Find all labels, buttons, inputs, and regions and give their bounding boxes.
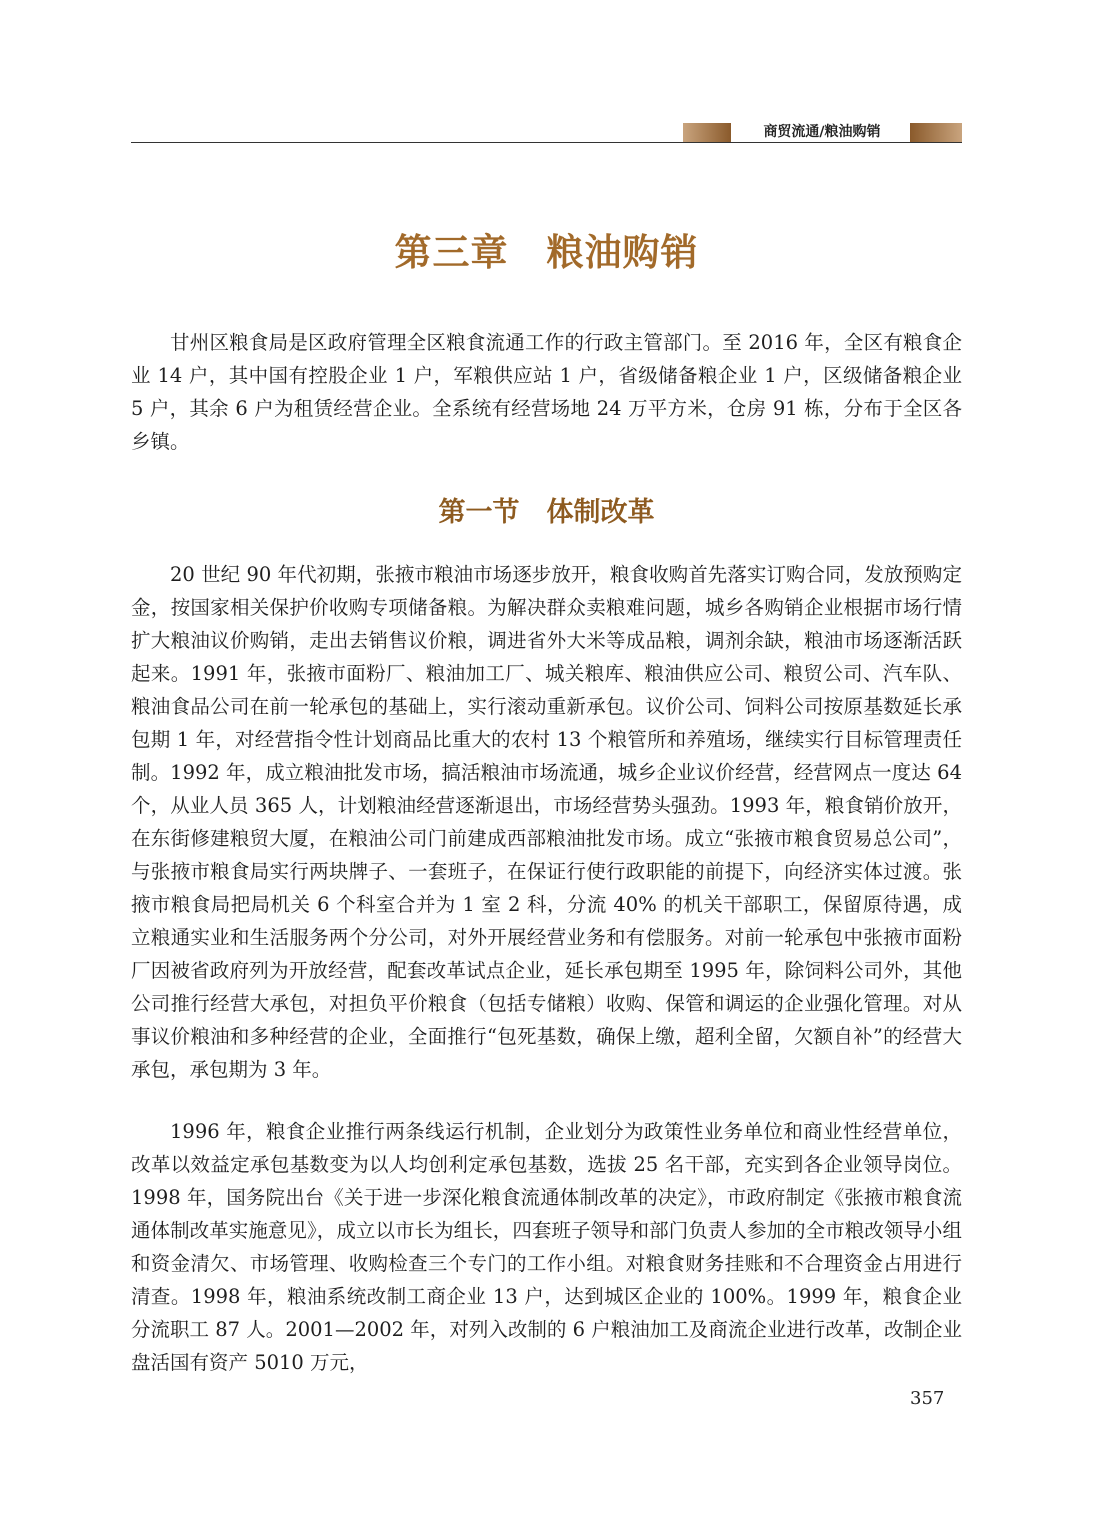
- body-paragraph-2: 1996 年，粮食企业推行两条线运行机制，企业划分为政策性业务单位和商业性经营单位，改革以效益定承包基数变为以人均创利定承包基数，选拔 25 名干部，充实到各企业领导岗位。1998 年，国务院出台《关于进一步深化粮食流通体制改革的决定》，市政府制定《张掖市粮食流通体制改革实施意见》，成立以市长为组长，四套班子领导和部门负责人参加的全市粮改领导小组和资金清欠、市场管理、收购检查三个专门的工作小组。对粮食财务挂账和不合理资金占用进行清查。1998 年，粮油系统改制工商企业 13 户，达到城区企业的 100%。1999 年，粮食企业分流职工 87 人。2001—2002 年，对列入改制的 6 户粮油加工及商流企业进行改革，改制企业盘活国有资产 5010 万元，: [131, 1120, 962, 1374]
- header-bar-right: [910, 123, 962, 142]
- intro-paragraph: 甘州区粮食局是区政府管理全区粮食流通工作的行政主管部门。至 2016 年，全区有粮食企业 14 户，其中国有控股企业 1 户，军粮供应站 1 户，省级储备粮企业 1 户，区级储备粮企业 5 户，其余 6 户为租赁经营企业。全系统有经营场地 24 万平方米，仓房 91 栋，分布于全区各乡镇。: [131, 331, 962, 453]
- body-paragraph-1: 20 世纪 90 年代初期，张掖市粮油市场逐步放开，粮食收购首先落实订购合同，发放预购定金，按国家相关保护价收购专项储备粮。为解决群众卖粮难问题，城乡各购销企业根据市场行情扩大粮油议价购销，走出去销售议价粮，调进省外大米等成品粮，调剂余缺，粮油市场逐渐活跃起来。1991 年，张掖市面粉厂、粮油加工厂、城关粮库、粮油供应公司、粮贸公司、汽车队、粮油食品公司在前一轮承包的基础上，实行滚动重新承包。议价公司、饲料公司按原基数延长承包期 1 年，对经营指令性计划商品比重大的农村 13 个粮管所和养殖场，继续实行目标管理责任制。1992 年，成立粮油批发市场，搞活粮油市场流通，城乡企业议价经营，经营网点一度达 64 个，从业人员 365 人，计划粮油经营逐渐退出，市场经营势头强劲。1993 年，粮食销价放开，在东街修建粮贸大厦，在粮油公司门前建成西部粮油批发市场。成立“张掖市粮食贸易总公司”，与张掖市粮食局实行两块牌子、一套班子，在保证行使行政职能的前提下，向经济实体过渡。张掖市粮食局把局机关 6 个科室合并为 1 室 2 科，分流 40% 的机关干部职工，保留原待遇，成立粮通实业和生活服务两个分公司，对外开展经营业务和有偿服务。对前一轮承包中张掖市面粉厂因被省政府列为开放经营，配套改革试点企业，延长承包期至 1995 年，除饲料公司外，其他公司推行经营大承包，对担负平价粮食（包括专储粮）收购、保管和调运的企业强化管理。对从事议价粮油和多种经营的企业，全面推行“包死基数，确保上缴，超利全留，欠额自补”的经营大承包，承包期为 3 年。: [131, 563, 962, 1081]
- page-number: 357: [910, 1388, 945, 1409]
- section-title: 第一节 体制改革: [438, 497, 655, 528]
- header-bar-left: [683, 123, 731, 142]
- chapter-title: 第三章 粮油购销: [394, 231, 699, 274]
- header-rule: [131, 142, 962, 143]
- running-header: [683, 123, 962, 142]
- running-title: 商贸流通∕粮油购销: [763, 124, 881, 140]
